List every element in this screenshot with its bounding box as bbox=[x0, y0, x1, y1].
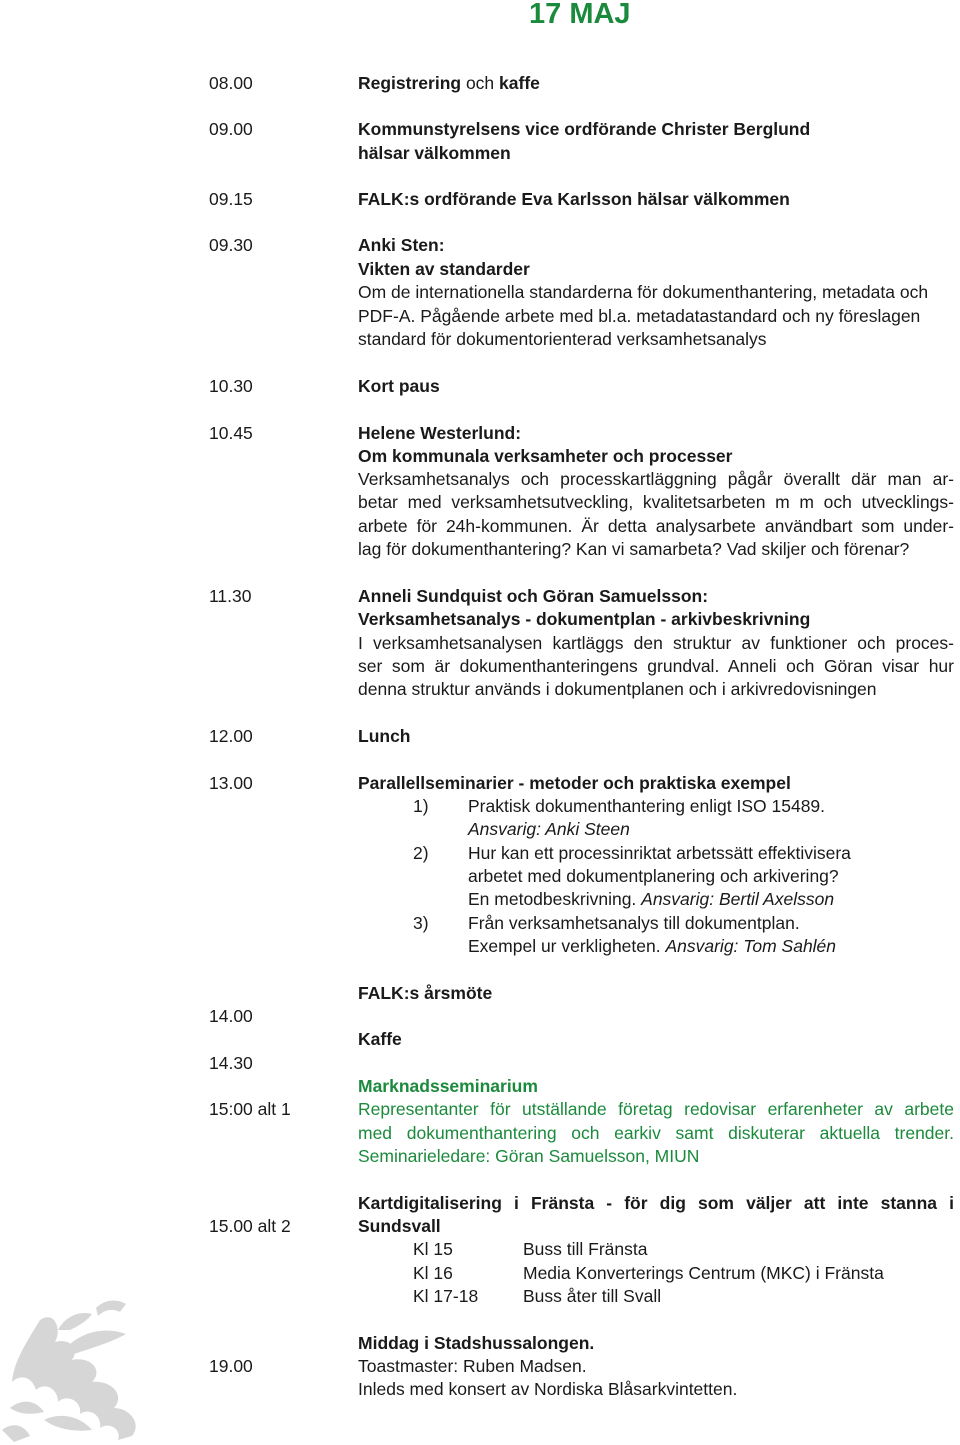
speaker-1130: Anneli Sundquist och Göran Samuelsson: bbox=[358, 586, 709, 606]
entry-0800-joiner: och bbox=[461, 73, 500, 93]
sub-activity: Buss åter till Svall bbox=[523, 1286, 662, 1306]
topic-1130: Verksamhetsanalys - dokumentplan - arkivbeskrivning bbox=[358, 609, 811, 629]
entry-0900-line1: Kommunstyrelsens vice ordförande Christer Berglund bbox=[358, 119, 811, 139]
concert: Inleds med konsert av Nordiska Blåsarkvintetten. bbox=[358, 1379, 738, 1399]
sub-time: Kl 15 bbox=[413, 1239, 453, 1259]
list-item-responsible: Ansvarig: Bertil Axelsson bbox=[641, 889, 835, 909]
list-item-line: Hur kan ett processinriktat arbetssätt effektivisera bbox=[468, 843, 851, 863]
time-1045: 10.45 bbox=[209, 423, 253, 443]
sub-time: Kl 16 bbox=[413, 1263, 453, 1283]
time-1430: 14.30 bbox=[209, 1053, 253, 1073]
list-item-text: En metodbeskrivning. bbox=[468, 889, 642, 909]
desc-1130-line: denna struktur används i dokumentplanen och i arkivredovisningen bbox=[358, 679, 877, 699]
desc-0930-line: PDF-A. Pågående arbete med bl.a. metadatastandard och ny föreslagen bbox=[358, 306, 921, 326]
time-0900: 09.00 bbox=[209, 119, 253, 139]
desc-0930-line: Om de internationella standarderna för dokumenthantering, metadata och bbox=[358, 282, 929, 302]
time-1130: 11.30 bbox=[209, 586, 252, 606]
speaker-0930: Anki Sten: bbox=[358, 235, 445, 255]
seminar-leader: Seminarieledare: Göran Samuelsson, MIUN bbox=[358, 1146, 700, 1166]
time-0915: 09.15 bbox=[209, 189, 253, 209]
list-item-line bbox=[468, 888, 834, 911]
time-1500-alt2: 15.00 alt 2 bbox=[209, 1216, 291, 1236]
list-item-line bbox=[468, 935, 836, 958]
entry-0800-registration: Registrering bbox=[358, 73, 462, 93]
toastmaster: Toastmaster: Ruben Madsen. bbox=[358, 1356, 587, 1376]
list-number: 1) bbox=[413, 796, 429, 816]
heading-kartdigitalisering: Kartdigitalisering i Fränsta - för dig som väljer att inte stanna i bbox=[358, 1193, 954, 1213]
time-1400: 14.00 bbox=[209, 1006, 253, 1026]
time-0930: 09.30 bbox=[209, 235, 253, 255]
sub-time: Kl 17-18 bbox=[413, 1286, 479, 1306]
entry-0900-line2: hälsar välkommen bbox=[358, 143, 511, 163]
heading-marknadsseminarium: Marknadsseminarium bbox=[358, 1076, 538, 1096]
list-item-text: Exempel ur verkligheten. bbox=[468, 936, 666, 956]
desc-1045-line: arbete för 24h-kommunen. Är detta analysarbete användbart som under- bbox=[358, 516, 954, 536]
time-0800: 08.00 bbox=[209, 73, 253, 93]
label-kaffe: Kaffe bbox=[358, 1029, 402, 1049]
desc-1500-alt1-line: med dokumenthantering och earkiv samt diskuterar aktuella trender. bbox=[358, 1123, 954, 1143]
sub-activity: Buss till Fränsta bbox=[523, 1239, 648, 1259]
time-1030: 10.30 bbox=[209, 376, 253, 396]
heading-1300: Parallellseminarier - metoder och praktiska exempel bbox=[358, 773, 791, 793]
desc-0930-line: standard för dokumentorienterad verksamhetsanalys bbox=[358, 329, 767, 349]
speaker-1045: Helene Westerlund: bbox=[358, 423, 522, 443]
list-item-line: Från verksamhetsanalys till dokumentplan. bbox=[468, 913, 800, 933]
time-1200: 12.00 bbox=[209, 726, 253, 746]
dragon-watermark-icon bbox=[0, 1290, 180, 1445]
sub-activity: Media Konverterings Centrum (MKC) i Fränsta bbox=[523, 1263, 884, 1283]
entry-0915: FALK:s ordförande Eva Karlsson hälsar välkommen bbox=[358, 189, 790, 209]
entry-1030: Kort paus bbox=[358, 376, 440, 396]
time-1500-alt1: 15:00 alt 1 bbox=[209, 1099, 291, 1119]
list-number: 2) bbox=[413, 843, 429, 863]
topic-1045: Om kommunala verksamheter och processer bbox=[358, 446, 733, 466]
list-number: 3) bbox=[413, 913, 429, 933]
desc-1130-line: I verksamhetsanalysen kartläggs den struktur av funktioner och proces- bbox=[358, 633, 954, 653]
list-item-line: Praktisk dokumenthantering enligt ISO 15489. bbox=[468, 796, 826, 816]
time-1900: 19.00 bbox=[209, 1356, 253, 1376]
topic-0930: Vikten av standarder bbox=[358, 259, 530, 279]
page-title: 17 MAJ bbox=[529, 0, 631, 30]
desc-1045-line: lag för dokumenthantering? Kan vi samarbeta? Vad skiljer och förenar? bbox=[358, 539, 910, 559]
heading-kartdigitalisering-cont: Sundsvall bbox=[358, 1216, 441, 1236]
entry-1200: Lunch bbox=[358, 726, 411, 746]
label-arsmote: FALK:s årsmöte bbox=[358, 983, 493, 1003]
desc-1045-line: Verksamhetsanalys och processkartläggning pågår överallt där man ar- bbox=[358, 469, 954, 489]
heading-middag: Middag i Stadshussalongen. bbox=[358, 1333, 595, 1353]
list-item-responsible: Ansvarig: Tom Sahlén bbox=[665, 936, 837, 956]
entry-0800 bbox=[358, 72, 540, 95]
list-item-line: arbetet med dokumentplanering och arkivering? bbox=[468, 866, 839, 886]
list-item-responsible: Ansvarig: Anki Steen bbox=[468, 819, 630, 839]
desc-1045-line: betar med verksamhetsutveckling, kvalitetsarbeten m m och utvecklings- bbox=[358, 492, 954, 512]
entry-0800-coffee: kaffe bbox=[499, 73, 540, 93]
desc-1500-alt1-line: Representanter för utställande företag redovisar erfarenheter av arbete bbox=[358, 1099, 954, 1119]
time-1300: 13.00 bbox=[209, 773, 253, 793]
desc-1130-line: ser som är dokumenthanteringens grundval. Anneli och Göran visar hur bbox=[358, 656, 954, 676]
